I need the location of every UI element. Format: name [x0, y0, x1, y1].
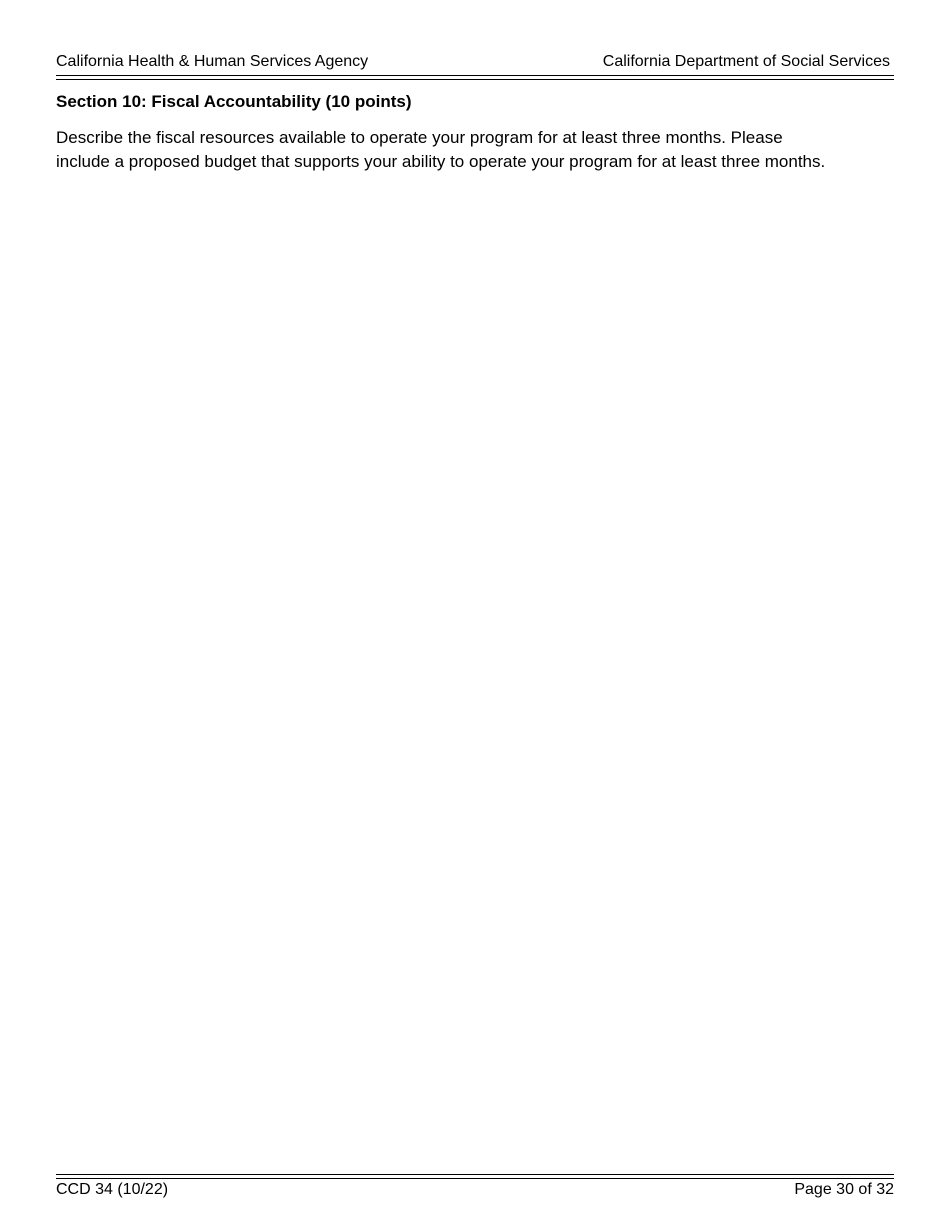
description-line-2: include a proposed budget that supports your ability to operate your program for at least three months. — [56, 152, 826, 171]
section-description — [56, 126, 896, 174]
header-rule-upper — [56, 75, 894, 76]
agency-name: California Health & Human Services Agency — [56, 53, 369, 70]
page-header — [56, 51, 894, 75]
page-footer — [56, 1179, 894, 1201]
department-name: California Department of Social Services — [602, 53, 890, 70]
section-title: Section 10: Fiscal Accountability (10 points) — [56, 92, 412, 111]
page-number: Page 30 of 32 — [794, 1181, 894, 1198]
description-line-1: Describe the fiscal resources available to operate your program for at least three months. Please — [56, 128, 783, 147]
header-rule-lower — [56, 79, 894, 80]
footer-rule-upper — [56, 1174, 894, 1175]
form-id: CCD 34 (10/22) — [56, 1181, 169, 1198]
